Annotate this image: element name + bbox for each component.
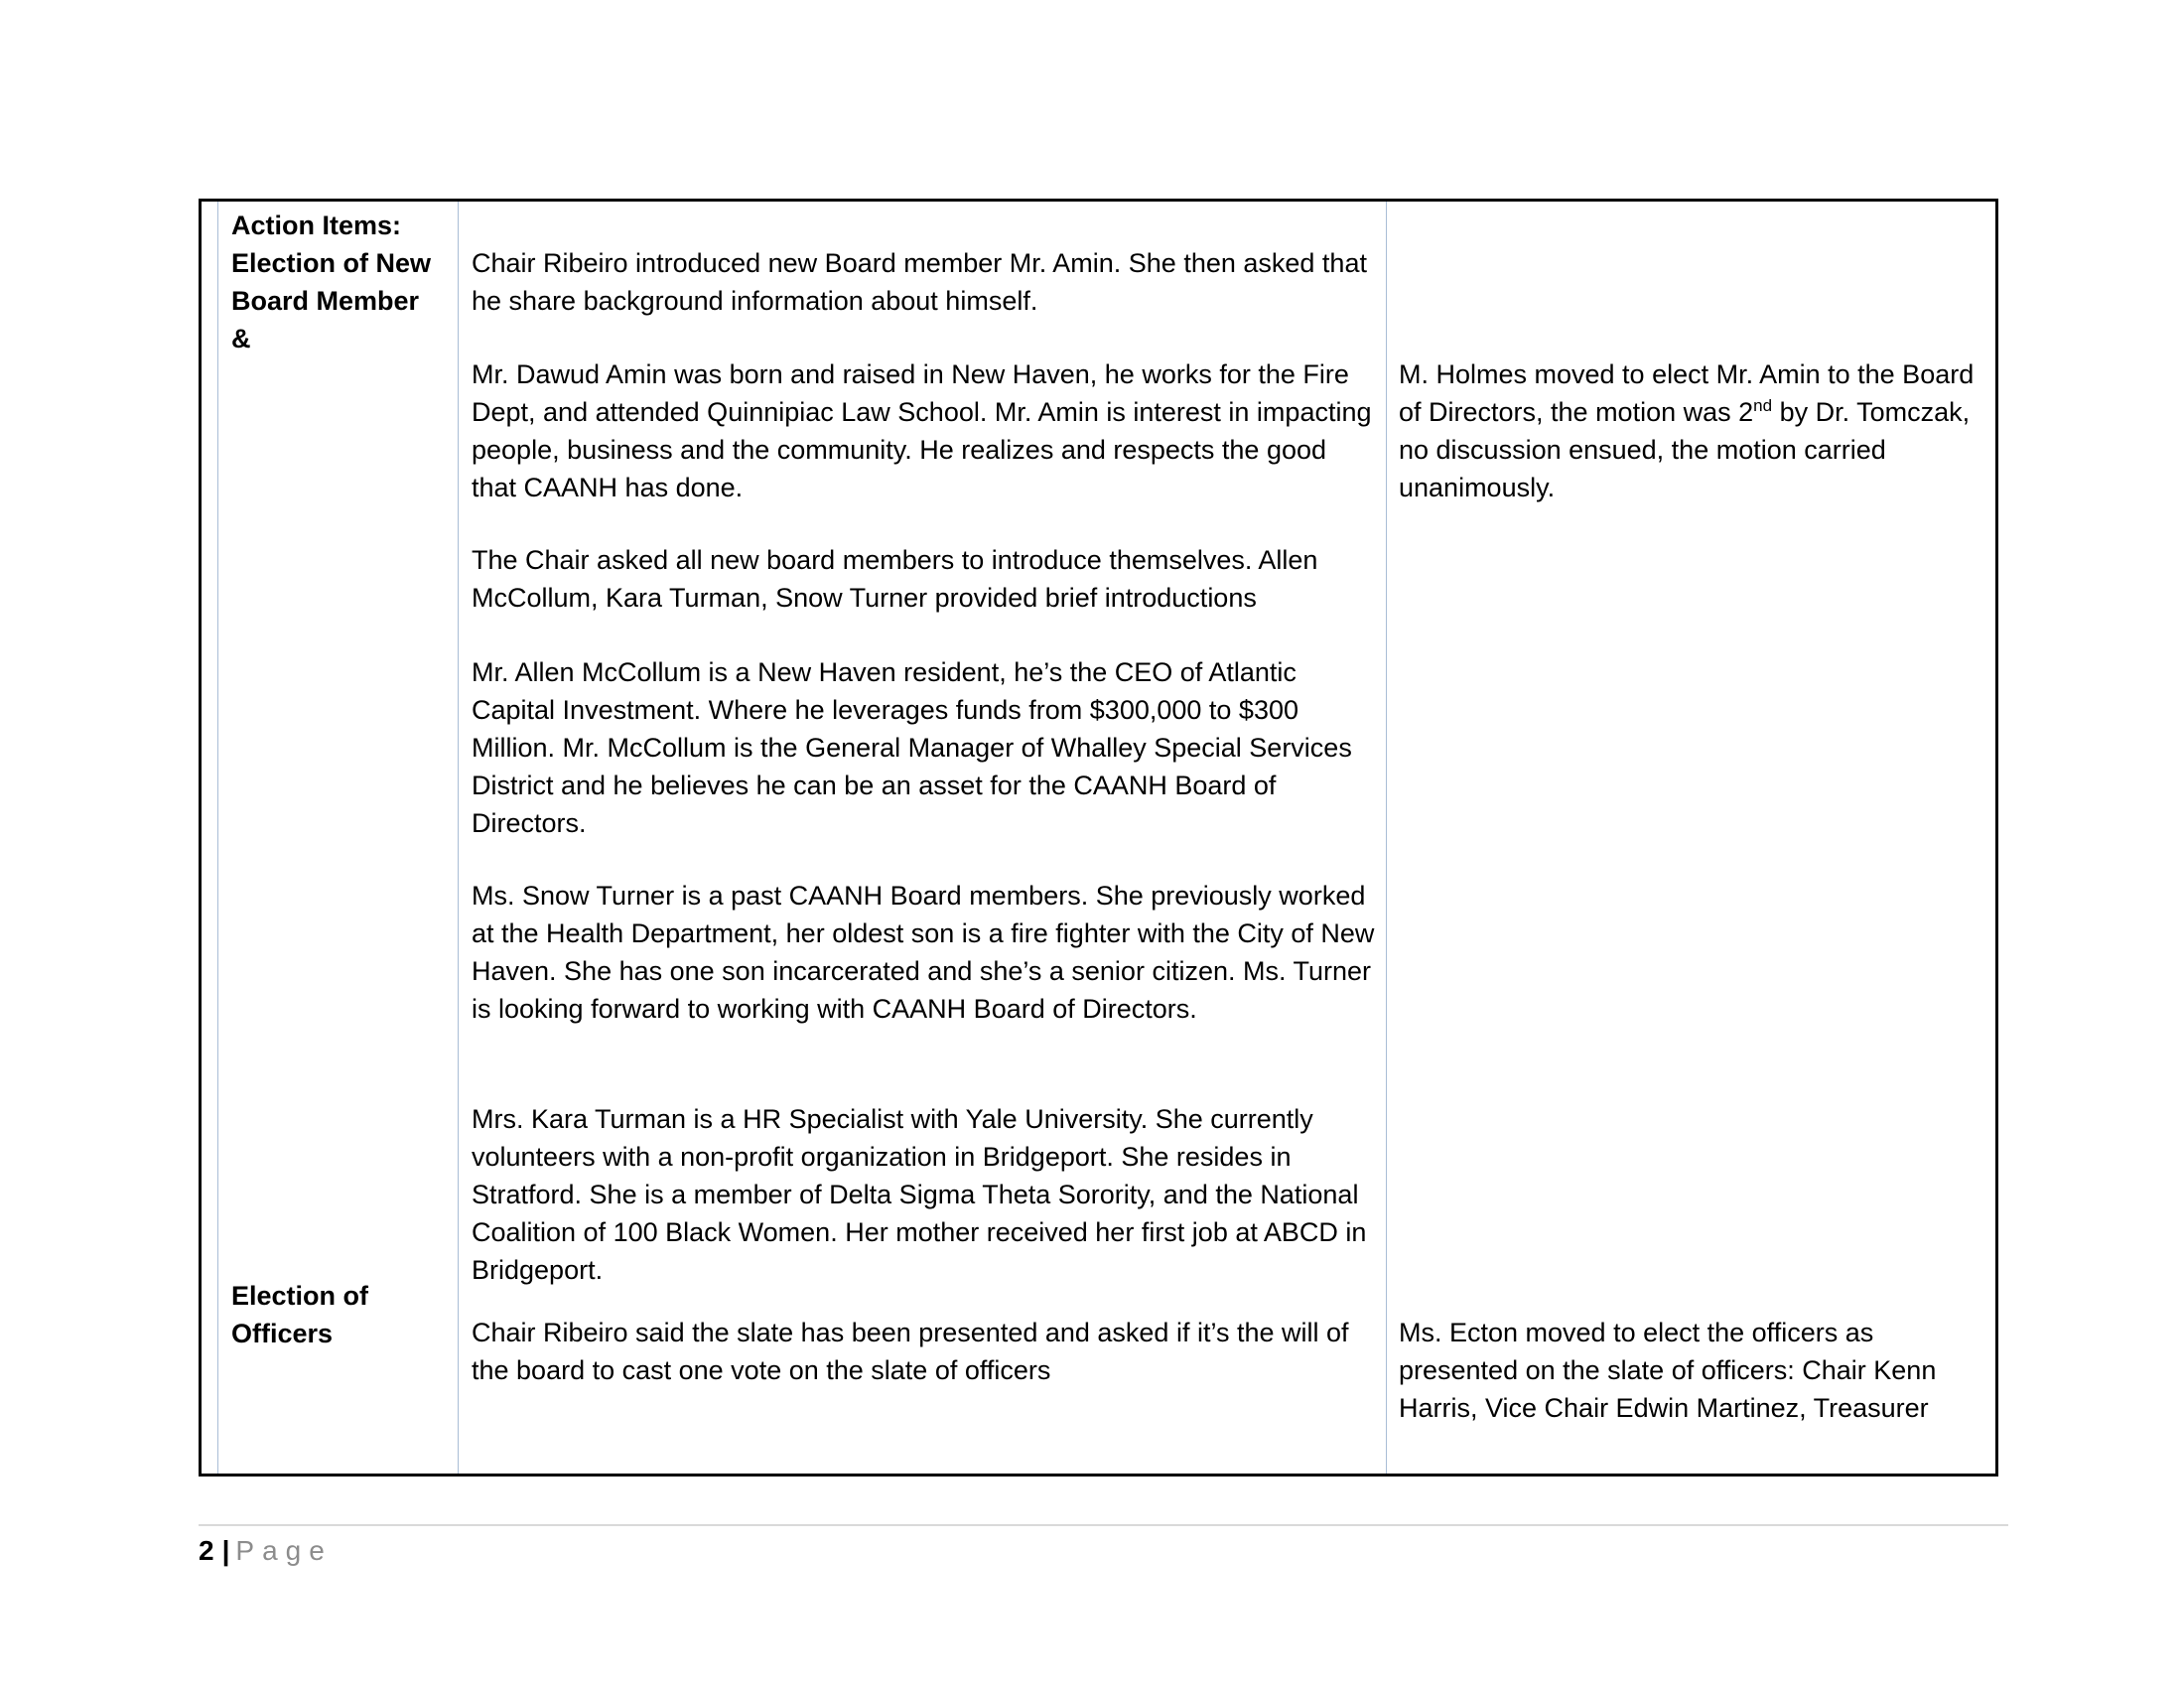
page-separator: | [221,1535,230,1566]
column-divider [458,202,459,1474]
discussion-notes [472,244,1375,320]
note-paragraph: Chair Ribeiro said the slate has been presented and asked if it’s the will of the board to cast one vote on the slate of officers [472,1318,1349,1385]
section-heading: Action Items: [231,211,402,240]
discussion-notes [472,877,1375,1028]
motion-text [1399,355,1989,506]
note-paragraph: Mrs. Kara Turman is a HR Specialist with Yale University. She currently volunteers with a non-profit organization in Bridgeport. She resides in Stratford. She is a member of Delta Sigma Theta Sorority, and the National Coalition of 100 Black Women. Her mother received her first job at ABCD in Bridgeport. [472,1104,1367,1285]
note-paragraph: Mr. Dawud Amin was born and raised in New Haven, he works for the Fire Dept, and attended Quinnipiac Law School. Mr. Amin is interest in impacting people, business and the community. He realizes and respects the good that CAANH has done. [472,359,1372,502]
discussion-notes [472,355,1375,506]
item-title-line: & [231,324,251,353]
page-number: 2 [199,1535,214,1566]
ordinal-suffix: nd [1753,396,1773,415]
item-title-line: Officers [231,1319,334,1348]
note-paragraph: Chair Ribeiro introduced new Board member Mr. Amin. She then asked that he share background information about himself. [472,248,1367,316]
column-divider [217,202,218,1474]
motion-paragraph: Ms. Ecton moved to elect the officers as presented on the slate of officers: Chair Kenn Harris, Vice Chair Edwin Martinez, Treasurer [1399,1318,1937,1423]
item-title-line: Election of New [231,248,432,278]
column-divider [1386,202,1387,1474]
discussion-notes [472,1314,1375,1389]
page-footer [199,1533,333,1569]
motion-text-part: by Dr. Tomczak, no discussion ensued, the motion carried unanimously. [1399,397,1971,502]
item-title-line: Election of [231,1281,369,1311]
item-title-line: Board Member [231,286,420,316]
motion-text-part: M. Holmes moved to elect Mr. Amin to the Board of Directors, the motion was 2 [1399,359,1975,427]
note-paragraph: Ms. Snow Turner is a past CAANH Board members. She previously worked at the Health Department, her oldest son is a fire fighter with the City of New Haven. She has one son incarcerated and she’s a senior citizen. Ms. Turner is looking forward to working with CAANH Board of Directors. [472,881,1375,1024]
note-paragraph: Mr. Allen McCollum is a New Haven resident, he’s the CEO of Atlantic Capital Investment. Where he leverages funds from $300,000 to $300 Million. Mr. McCollum is the General Manager of Whalley Special Services District and he believes he can be an asset for the CAANH Board of Directors. [472,657,1352,838]
discussion-notes [472,541,1375,617]
agenda-item-heading [231,1277,450,1352]
column-divider [1995,202,1996,1474]
motion-paragraph [1399,355,1989,506]
footer-divider [199,1524,2008,1526]
agenda-item-heading [231,207,450,357]
note-paragraph: The Chair asked all new board members to introduce themselves. Allen McCollum, Kara Turman, Snow Turner provided brief introductions [472,545,1318,613]
motion-text [1399,1314,1989,1427]
discussion-notes [472,653,1375,842]
discussion-notes [472,1100,1375,1289]
minutes-table [199,199,1998,1477]
page-label: Page [235,1535,333,1566]
